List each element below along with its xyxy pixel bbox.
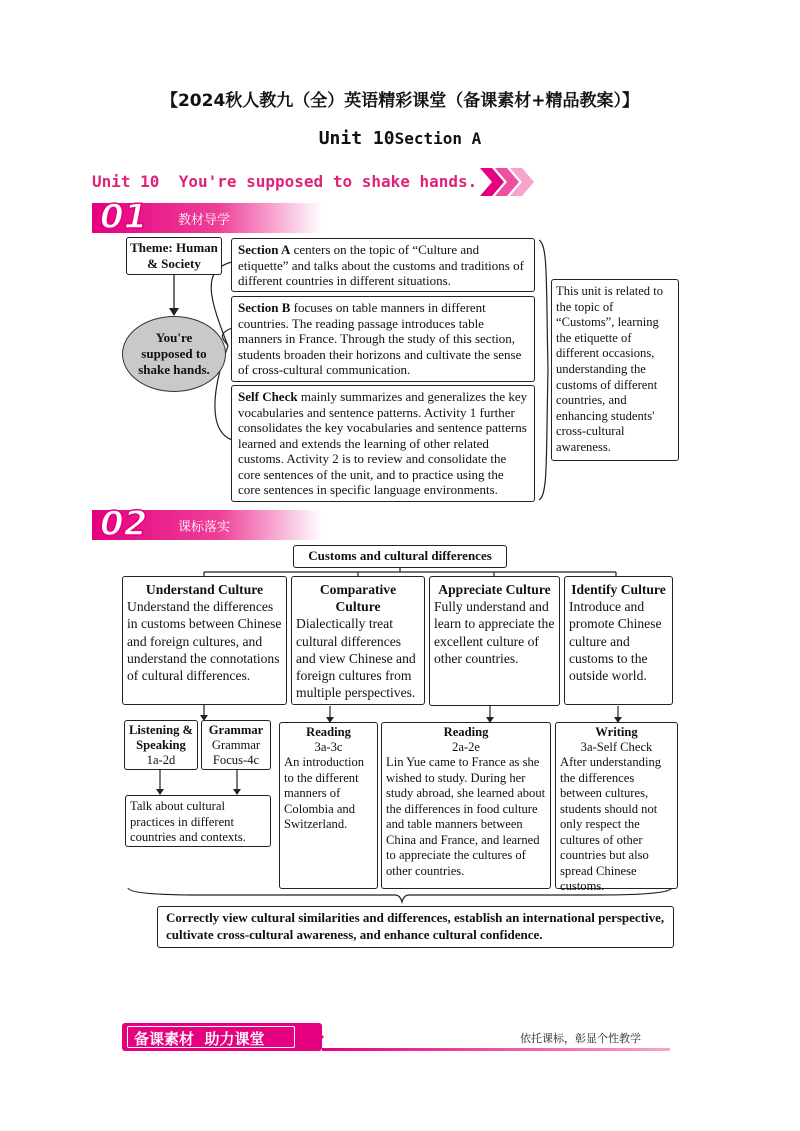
document-title: 【2024秋人教九（全）英语精彩课堂（备课素材+精品教案）】 [160,91,640,111]
comparative-culture-box [291,576,425,705]
section-a-title: Section A [238,242,291,257]
identify-culture-text: Introduce and promote Chinese culture and customs to the outside world. [569,599,662,684]
section-a-box [231,238,535,292]
listening-speaking-title: Listening & Speaking [128,723,194,752]
reading-3a-text: An introduction to the different manners of Colombia and Switzerland. [284,755,365,831]
summary-text: This unit is related to the topic of “Customs”, learning the etiquette of different occasions, understanding the customs of different countries, and enhancing students' cross-cultural awareness. [556,284,664,454]
summary-box [551,279,679,461]
theme-box [126,237,222,275]
self-check-title: Self Check [238,389,298,404]
reading-3a-title: Reading [306,725,351,739]
conclusion-text: Correctly view cultural similarities and differences, establish an international perspective, cultivate cross-cultural awareness, and enhance cultural confidence. [166,910,665,942]
listening-speaking-range: 1a-2d [146,753,176,767]
understand-culture-text: Understand the differences in customs between Chinese and foreign cultures, and understand the connotations of cultural differences. [127,599,282,684]
writing-title: Writing [595,725,638,739]
theme-text: Theme: Human & Society [130,240,218,271]
section-b-text: focuses on table manners in different countries. The reading passage introduces table manners in France. Through the study of this section, students broaden their horizons and cultivate the sense of cross-cultural communication. [238,300,522,377]
understand-culture-box [122,576,287,705]
grammar-range: Grammar Focus-4c [211,738,261,767]
listening-speaking-box [124,720,198,770]
reading-2a-title: Reading [443,725,489,739]
top-topic-text: Customs and cultural differences [308,548,492,563]
identify-culture-title: Identify Culture [571,582,666,597]
footer-chevron-icon [300,1023,326,1051]
section-label-02: 课标落实 [178,520,231,535]
grammar-title: Grammar [208,723,264,737]
reading-2a-text: Lin Yue came to France as she wished to study. During her study abroad, she learned about the differences in food culture and table manners between China and France, and learned to appreciate the cultures of other countries. [386,755,546,878]
top-topic-box [293,545,507,568]
section-number-02: 02 [100,504,148,544]
writing-range: 3a-Self Check [580,740,653,754]
appreciate-culture-text: Fully understand and learn to appreciate the excellent culture of other countries. [434,599,555,666]
reading-3a-range: 3a-3c [314,740,343,754]
writing-text: After understanding the differences between cultures, students should not only respect the cultures of other countries but also spread Chinese customs. [560,755,662,893]
reading-3a-box [279,722,378,889]
appreciate-culture-title: Appreciate Culture [438,582,551,597]
identify-culture-box [564,576,673,705]
self-check-text: mainly summarizes and generalizes the key vocabularies and sentence patterns. Activity 1 further consolidates the key vocabularies and sentence patterns learned and extends the learning of other related customs. Activity 2 is to review and consolidate the core sentences of the unit, and to practice using the core sentences in specific language environments. [238,389,528,497]
center-ellipse [122,316,226,392]
comparative-culture-title: Comparative Culture [319,582,397,615]
section-number-01: 01 [100,197,148,237]
self-check-box [231,385,535,502]
conclusion-box [157,906,674,948]
section-b-title: Section B [238,300,291,315]
section-title: Section A [394,129,482,148]
footer-line [322,1048,670,1051]
footer-banner-text: 备课素材 助力课堂 [134,1030,265,1048]
writing-box [555,722,678,893]
unit-title: Unit 10 [318,128,395,149]
section-a-text: centers on the topic of “Culture and etiquette” and talks about the customs and traditions of different countries in different situations. [238,242,524,288]
reading-2a-box [381,722,551,889]
section-label-01: 教材导学 [178,213,231,228]
talk-box [125,795,271,847]
understand-culture-title: Understand Culture [145,582,264,597]
comparative-culture-text: Dialectically treat cultural differences and view Chinese and foreign cultures from multiple perspectives. [296,616,416,701]
footer-slogan: 依托课标，彰显个性教学 [520,1032,641,1045]
talk-text: Talk about cultural practices in different countries and contexts. [130,799,246,844]
grammar-box [201,720,271,770]
center-text: You're supposed to shake hands. [138,330,210,377]
reading-2a-range: 2a-2e [452,740,480,754]
appreciate-culture-box [429,576,560,706]
section-b-box [231,296,535,382]
unit-heading: Unit 10 You're supposed to shake hands. [92,172,478,191]
